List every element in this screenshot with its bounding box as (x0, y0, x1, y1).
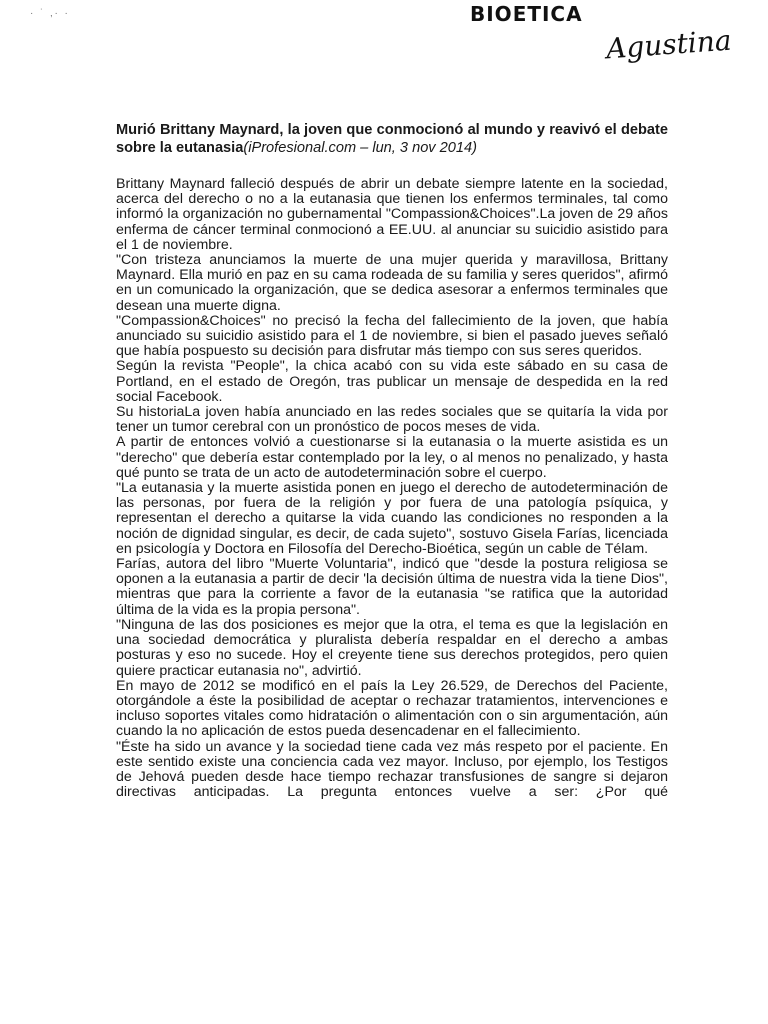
paragraph: Su historiaLa joven había anunciado en las redes sociales que se quitaría la vida por tener un tumor cerebral con un pronóstico de pocos meses de vida. (116, 404, 668, 436)
scan-specks: · ˙ ‚· · (30, 8, 70, 19)
paragraph: Según la revista "People", la chica acabó con su vida este sábado en su casa de Portland, en el estado de Oregón, tras publicar un mensaje de despedida en la red social Facebook. (116, 358, 668, 405)
paragraph: A partir de entonces volvió a cuestionarse si la eutanasia o la muerte asistida es un "derecho" que debería estar contemplado por la ley, o al menos no penalizado, y hasta qué punto se trata de un acto de autodeterminación sobre el cuerpo. (116, 434, 668, 481)
handwritten-signature: Agustina (605, 23, 733, 66)
paragraph: "Con tristeza anunciamos la muerte de una mujer querida y maravillosa, Brittany Maynard. Ella murió en paz en su cama rodeada de su familia y seres queridos", afirmó en un comunicado la organización, que se dedica asesorar a enfermos terminales que desean una muerte digna. (116, 252, 668, 314)
paragraph: Farías, autora del libro "Muerte Voluntaria", indicó que "desde la postura religiosa se oponen a la eutanasia a partir de decir 'la decisión última de nuestra vida la tiene Dios", mientras que para la corriente a favor de la eutanasia "se ratifica que la autoridad última de la vida es la propia persona". (116, 556, 668, 618)
article-headline (116, 121, 668, 157)
paragraph: En mayo de 2012 se modificó en el país la Ley 26.529, de Derechos del Paciente, otorgándole a éste la posibilidad de aceptar o rechazar tratamientos, intervenciones e incluso soportes vitales como hidratación o alimentación con o sin argumentación, aún cuando la no aplicación de estos pueda desencadenar en el fallecimiento. (116, 677, 668, 740)
handwritten-label: BIOETICA (470, 2, 583, 26)
paragraph: "Ninguna de las dos posiciones es mejor que la otra, el tema es que la legislación en una sociedad democrática y pluralista debería respaldar en el derecho a ambas posturas y eso no sucede. Hoy el creyente tiene sus derechos protegidos, pero quien quiere practicar eutanasia no", advirtió. (116, 616, 668, 679)
paragraph: Brittany Maynard falleció después de abrir un debate siempre latente en la sociedad, acerca del derecho o no a la eutanasia que tienen los enfermos terminales, tal como informó la organización no gubernamental "Compassion&Choices".La joven de 29 años enferma de cáncer terminal conmocionó a EE.UU. al anunciar su suicidio asistido para el 1 de noviembre. (116, 176, 668, 253)
paragraph: "La eutanasia y la muerte asistida ponen en juego el derecho de autodeterminación de las personas, por fuera de la religión y por fuera de una patología psíquica, y representan el derecho a quitarse la vida cuando las condiciones no responden a la noción de dignidad singular, es decir, de cada sujeto", sostuvo Gisela Farías, licenciada en psicología y Doctora en Filosofía del Derecho-Bioética, según un cable de Télam. (116, 480, 668, 557)
headline-source: (iProfesional.com – lun, 3 nov 2014) (243, 140, 477, 156)
paragraph: "Éste ha sido un avance y la sociedad tiene cada vez más respeto por el paciente. En este sentido existe una conciencia cada vez mayor. Incluso, por ejemplo, los Testigos de Jehová pueden desde hace tiempo rechazar transfusiones de sangre si dejaron directivas anticipadas. La pregunta entonces vuelve a ser: ¿Por qué (116, 738, 668, 801)
headline-title: Murió Brittany Maynard, la joven que conmocionó al mundo y reavivó el debate sobre la eutanasia (116, 122, 668, 156)
paragraph: "Compassion&Choices" no precisó la fecha del fallecimiento de la joven, que había anunciado su suicidio asistido para el 1 de noviembre, si bien el pasado jueves señaló que había pospuesto su decisión para disfrutar más tiempo con sus seres queridos. (116, 312, 668, 360)
article (116, 121, 668, 800)
